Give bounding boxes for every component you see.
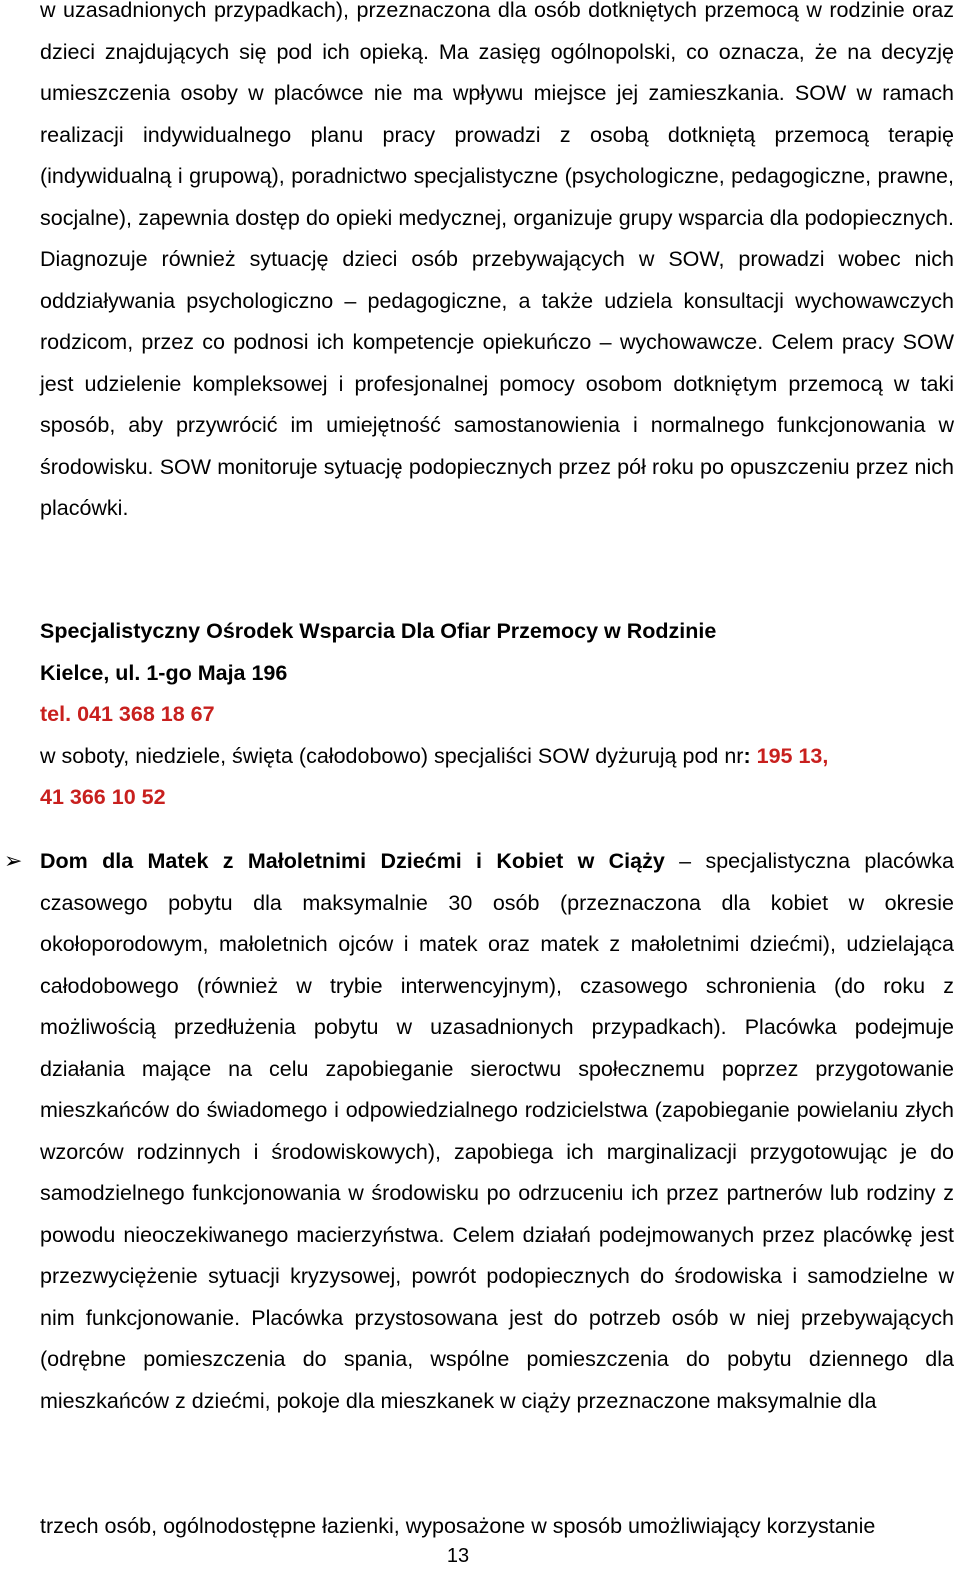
bullet-body: – specjalistyczna placówka czasowego pobytu dla maksymalnie 30 osób (przeznaczona dla kobiet w okresie okołoporodowym, małoletnich ojców i matek oraz matek z małoletnimi dziećmi), udzielająca całodobowego (również w trybie interwencyjnym), czasowego schronienia (do roku z możliwością przedłużenia pobytu w uzasadnionych przypadkach). Placówka podejmuje działania mające na celu zapobieganie sieroctwu społecznemu poprzez przygotowanie mieszkańców do świadomego i odpowiedzialnego rodzicielstwa (zapobieganie powielaniu złych wzorców rodzinnych i środowiskowych), zapobiega ich marginalizacji przygotowując je do samodzielnego funkcjonowania w środowisku po odrzuceniu ich przez partnerów lub rodziny z powodu nieoczekiwanego macierzyństwa. Celem działań podejmowanych przez placówkę jest przezwyciężenie sytuacji kryzysowej, powrót podopiecznych do środowiska i samodzielne w nim funkcjonowanie. Placówka przystosowana jest do potrzeb osób w niej przebywających (odrębne pomieszczenia do spania, wspólne pomieszczenia do pobytu dziennego dla mieszkańców z dziećmi, pokoje dla mieszkanek w ciąży przeznaczone maksymalnie dla (40, 849, 954, 1413)
phone-number: 041 368 18 67 (77, 702, 215, 726)
bullet-title: Dom dla Matek z Małoletnimi Dziećmi i Kobiet w Ciąży (40, 849, 665, 873)
phone-label: tel. (40, 702, 72, 726)
institution-name: Specjalistyczny Ośrodek Wsparcia Dla Ofiar Przemocy w Rodzinie (40, 619, 717, 643)
weekend-duty-text: w soboty, niedziele, święta (całodobowo) specjaliści SOW dyżurują pod nr (40, 743, 744, 768)
weekend-duty-colon: : (743, 743, 751, 768)
page-number: 13 (446, 1545, 470, 1567)
body-paragraph-top: w uzasadnionych przypadkach), przeznaczona dla osób dotkniętych przemocą w rodzinie oraz dzieci znajdujących się pod ich opieką. Ma zasięg ogólnopolski, co oznacza, że na decyzję umieszczenia osoby w placówce nie ma wpływu miejsce jej zamieszkania. SOW w ramach realizacji indywidualnego planu pracy prowadzi z osobą dotkniętą przemocą terapię (indywidualną i grupową), poradnictwo specjalistyczne (psychologiczne, pedagogiczne, prawne, socjalne), zapewnia dostęp do opieki medycznej, organizuje grupy wsparcia dla podopiecznych. Diagnozuje również sytuację dzieci osób przebywających w SOW, prowadzi wobec nich oddziaływania psychologiczno – pedagogiczne, a także udziela konsultacji wychowawczych rodzicom, przez co podnosi ich kompetencje opiekuńczo – wychowawcze. Celem pracy SOW jest udzielenie kompleksowej i profesjonalnej pomocy osobom dotkniętym przemocą w taki sposób, aby przywrócić im umiejętność samostanowienia i normalnego funkcjonowania w środowisku. SOW monitoruje sytuację podopiecznych przez pół roku po opuszczeniu przez nich placówki. (40, 0, 954, 520)
contact-block (40, 611, 954, 819)
weekend-phone-2: 41 366 10 52 (40, 785, 166, 809)
bullet-paragraph (40, 841, 954, 1422)
institution-phone (40, 694, 954, 736)
weekend-duty-line (40, 736, 954, 778)
body-paragraph-bottom: trzech osób, ogólnodostępne łazienki, wyposażone w sposób umożliwiający korzystanie (40, 1514, 876, 1538)
arrow-bullet-icon: ➢ (4, 848, 23, 873)
institution-address: Kielce, ul. 1-go Maja 196 (40, 660, 288, 685)
weekend-phone-1: 195 13, (756, 743, 829, 768)
